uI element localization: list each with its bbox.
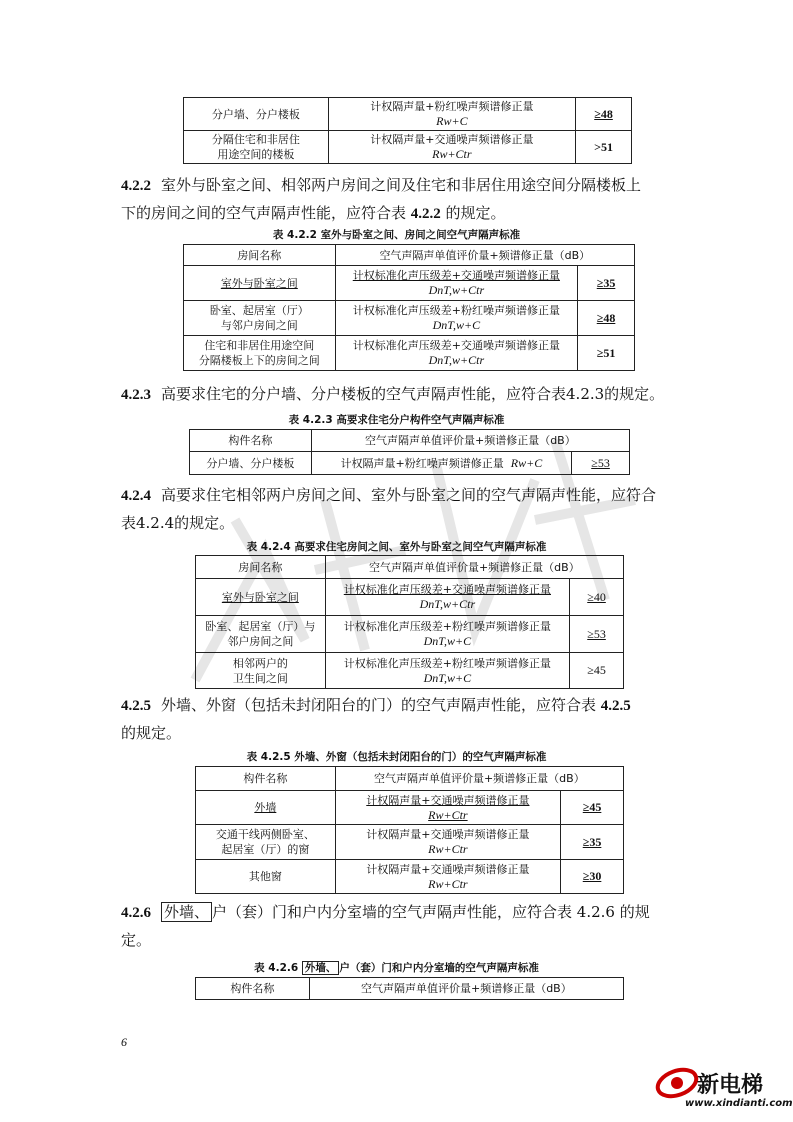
requirement-value: ≥35 [578, 266, 635, 301]
table-4-2-3 [189, 429, 630, 475]
component-name: 分户墙、分户楼板 [190, 452, 312, 475]
header-room-name: 房间名称 [196, 556, 326, 579]
header-measure: 空气声隔声单值评价量+频谱修正量（dB） [335, 767, 623, 791]
requirement-value: ≥53 [570, 616, 624, 653]
header-component-name: 构件名称 [190, 430, 312, 452]
requirement-value: ≥45 [561, 791, 624, 825]
header-measure: 空气声隔声单值评价量+频谱修正量（dB） [309, 978, 623, 1000]
room-name: 卧室、起居室（厅）与 邻户房间之间 [196, 616, 326, 653]
component-name: 外墙 [196, 791, 336, 825]
table-4-2-2 [183, 244, 635, 371]
component-name: 其他窗 [196, 860, 336, 894]
table-caption-4-2-6: 表 4.2.6 外墙、 户（套）门和户内分室墙的空气声隔声标准 [254, 962, 539, 974]
site-logo [655, 1066, 793, 1116]
measure: 计权标准化声压级差+粉红噪声频谱修正量 DnT,w+C [335, 301, 577, 336]
table-row [196, 825, 624, 860]
requirement-value: ≥30 [561, 860, 624, 894]
room-name: 相邻两户的 卫生间之间 [196, 653, 326, 689]
table-caption-4-2-4: 表 4.2.4 高要求住宅房间之间、室外与卧室之间空气声隔声标准 [246, 541, 547, 553]
header-room-name: 房间名称 [184, 245, 336, 266]
logo-brand-text: 新电梯 [697, 1073, 764, 1098]
measure: 计权隔声量+交通噪声频谱修正量 Rw+Ctr [335, 860, 560, 894]
table-row [196, 791, 624, 825]
logo-url-text: www.xindianti.com [685, 1098, 793, 1109]
measure: 计权隔声量+交通噪声频谱修正量 Rw+Ctr [328, 131, 575, 164]
requirement-value: ≥48 [578, 301, 635, 336]
table-row [196, 860, 624, 894]
table-row [184, 301, 635, 336]
room-name: 室外与卧室之间 [184, 266, 336, 301]
table-continued [183, 97, 632, 164]
measure: 计权隔声量+交通噪声频谱修正量 Rw+Ctr [335, 825, 560, 860]
component-name: 分隔住宅和非居住 用途空间的楼板 [184, 131, 329, 164]
clause-4-2-5: 4.2.5 外墙、外窗（包括未封闭阳台的门）的空气声隔声性能，应符合表 4.2.5 的规定。 [121, 696, 631, 742]
requirement-value: >51 [576, 131, 632, 164]
table-caption-4-2-2: 表 4.2.2 室外与卧室之间、房间之间空气声隔声标准 [272, 229, 521, 241]
clause-4-2-4: 4.2.4 高要求住宅相邻两户房间之间、室外与卧室之间的空气声隔声性能，应符合 表4.2.4的规定。 [121, 486, 657, 532]
table-row [184, 266, 635, 301]
component-name: 交通干线两侧卧室、 起居室（厅）的窗 [196, 825, 336, 860]
header-component-name: 构件名称 [196, 767, 336, 791]
requirement-value: ≥40 [570, 579, 624, 616]
measure: 计权标准化声压级差+交通噪声频谱修正量 DnT,w+Ctr [335, 266, 577, 301]
measure: 计权隔声量+交通噪声频谱修正量 Rw+Ctr [335, 791, 560, 825]
table-row [184, 131, 632, 164]
clause-4-2-2: 4.2.2 室外与卧室之间、相邻两户房间之间及住宅和非居住用途空间分隔楼板上 下的房间之间的空气声隔声性能，应符合表 4.2.2 的规定。 [121, 176, 642, 222]
table-caption-4-2-5: 表 4.2.5 外墙、外窗（包括未封闭阳台的门）的空气声隔声标准 [246, 751, 547, 763]
header-measure: 空气声隔声单值评价量+频谱修正量（dB） [325, 556, 623, 579]
requirement-value: ≥53 [572, 452, 630, 475]
requirement-value: ≥51 [578, 336, 635, 371]
table-row [196, 653, 624, 689]
header-component-name: 构件名称 [196, 978, 310, 1000]
elevator-logo-icon [655, 1066, 699, 1100]
requirement-value: ≥35 [561, 825, 624, 860]
table-4-2-6 [195, 977, 624, 1000]
header-measure: 空气声隔声单值评价量+频谱修正量（dB） [335, 245, 634, 266]
requirement-value: ≥45 [570, 653, 624, 689]
table-row [196, 616, 624, 653]
table-row [196, 579, 624, 616]
table-row [184, 336, 635, 371]
measure: 计权标准化声压级差+粉红噪声频谱修正量 DnT,w+C [325, 653, 569, 689]
room-name: 室外与卧室之间 [196, 579, 326, 616]
measure: 计权标准化声压级差+交通噪声频谱修正量 DnT,w+Ctr [325, 579, 569, 616]
component-name: 分户墙、分户楼板 [184, 98, 329, 131]
clause-4-2-6: 4.2.6 外墙、 户（套）门和户内分室墙的空气声隔声性能，应符合表 4.2.6 的规 定。 [121, 903, 650, 949]
measure: 计权标准化声压级差+粉红噪声频谱修正量 DnT,w+C [325, 616, 569, 653]
measure: 计权标准化声压级差+交通噪声频谱修正量 DnT,w+Ctr [335, 336, 577, 371]
clause-4-2-3: 4.2.3 高要求住宅的分户墙、分户楼板的空气声隔声性能，应符合表4.2.3的规定。 [121, 385, 665, 403]
requirement-value: ≥48 [576, 98, 632, 131]
measure: 计权隔声量+粉红噪声频谱修正量 Rw+C [311, 452, 571, 475]
table-row [184, 98, 632, 131]
room-name: 卧室、起居室（厅） 与邻户房间之间 [184, 301, 336, 336]
header-measure: 空气声隔声单值评价量+频谱修正量（dB） [311, 430, 629, 452]
page-number: 6 [121, 1035, 127, 1049]
room-name: 住宅和非居住用途空间 分隔楼板上下的房间之间 [184, 336, 336, 371]
measure: 计权隔声量+粉红噪声频谱修正量 Rw+C [328, 98, 575, 131]
table-caption-4-2-3: 表 4.2.3 高要求住宅分户构件空气声隔声标准 [288, 414, 505, 426]
table-row [190, 452, 630, 475]
table-4-2-5 [195, 766, 624, 894]
table-4-2-4 [195, 555, 624, 689]
